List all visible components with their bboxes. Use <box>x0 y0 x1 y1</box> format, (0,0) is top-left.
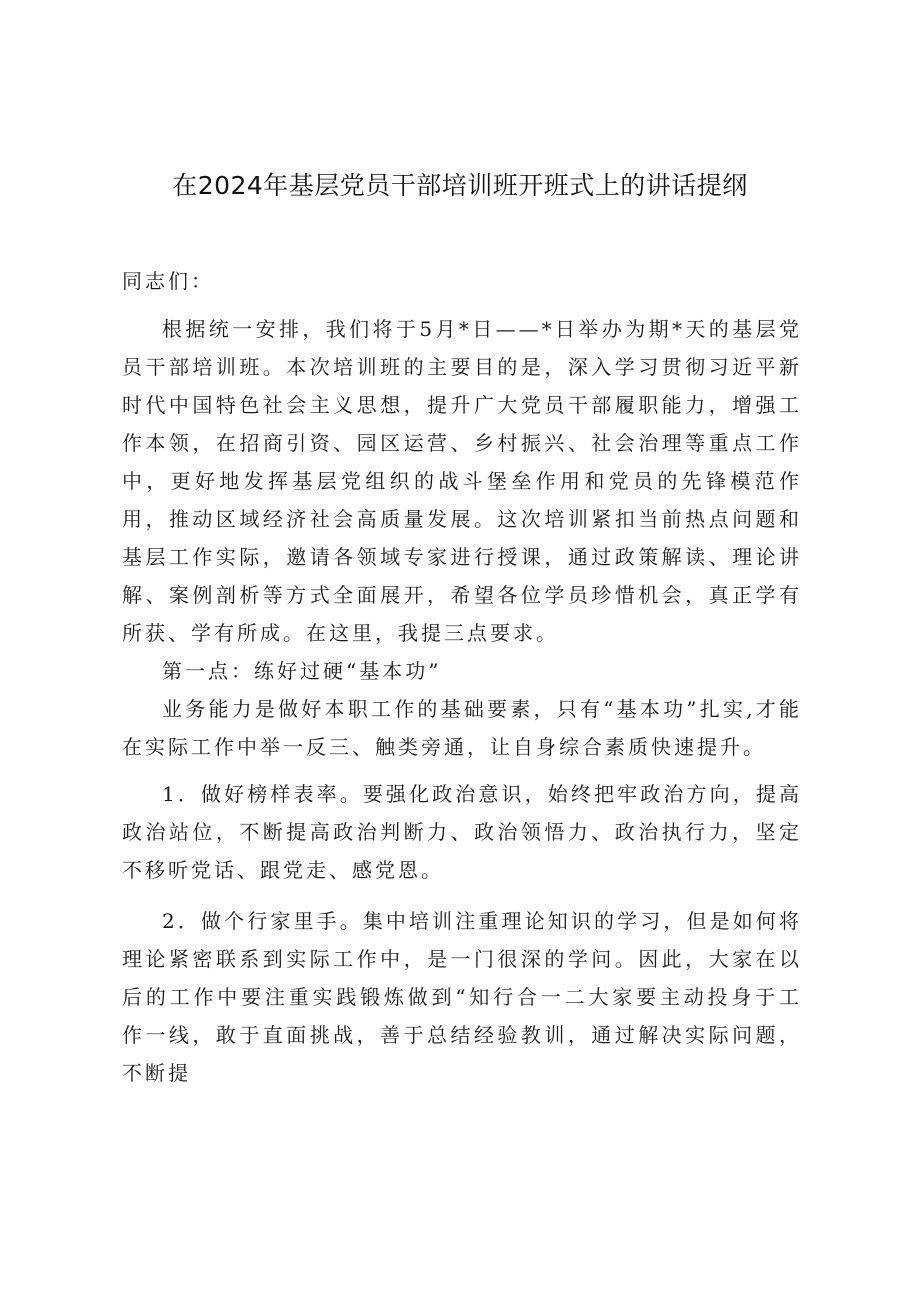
document-title: 在2024年基层党员干部培训班开班式上的讲话提纲 <box>172 171 748 200</box>
paragraph-intro: 根据统一安排，我们将于5月*日——*日举办为期*天的基层党员干部培训班。本次培训班的主要目的是，深入学习贯彻习近平新时代中国特色社会主义思想，提升广大党员干部履职能力，增强工作本领，在招商引资、园区运营、乡村振兴、社会治理等重点工作中，更好地发挥基层党组织的战斗堡垒作用和党员的先锋模范作用，推动区域经济社会高质量发展。这次培训紧扣当前热点问题和基层工作实际，邀请各领域专家进行授课，通过政策解读、理论讲解、案例剖析等方式全面展开，希望各位学员珍惜机会，真正学有所获、学有所成。在这里，我提三点要求。 <box>122 317 802 645</box>
document-body <box>122 262 802 1092</box>
paragraph-item-2: 2．做个行家里手。集中培训注重理论知识的学习，但是如何将理论紧密联系到实际工作中，是一门很深的学问。因此，大家在以后的工作中要注重实践锻炼做到“知行合一二大家要主动投身于工作一线，敢于直面挑战，善于总结经验教训，通过解决实际问题，不断提 <box>122 909 802 1085</box>
paragraph-item-1: 1．做好榜样表率。要强化政治意识，始终把牢政治方向，提高政治站位，不断提高政治判断力、政治领悟力、政治执行力，坚定不移听党话、跟党走、感党恩。 <box>122 782 802 882</box>
salutation: 同志们： <box>122 269 214 293</box>
paragraph-basic-skills: 业务能力是做好本职工作的基础要素，只有“基本功”扎实,才能在实际工作中举一反三、触类旁通，让自身综合素质快速提升。 <box>122 697 802 759</box>
section-heading-first-point: 第一点：练好过硬“基本功” <box>162 659 442 683</box>
